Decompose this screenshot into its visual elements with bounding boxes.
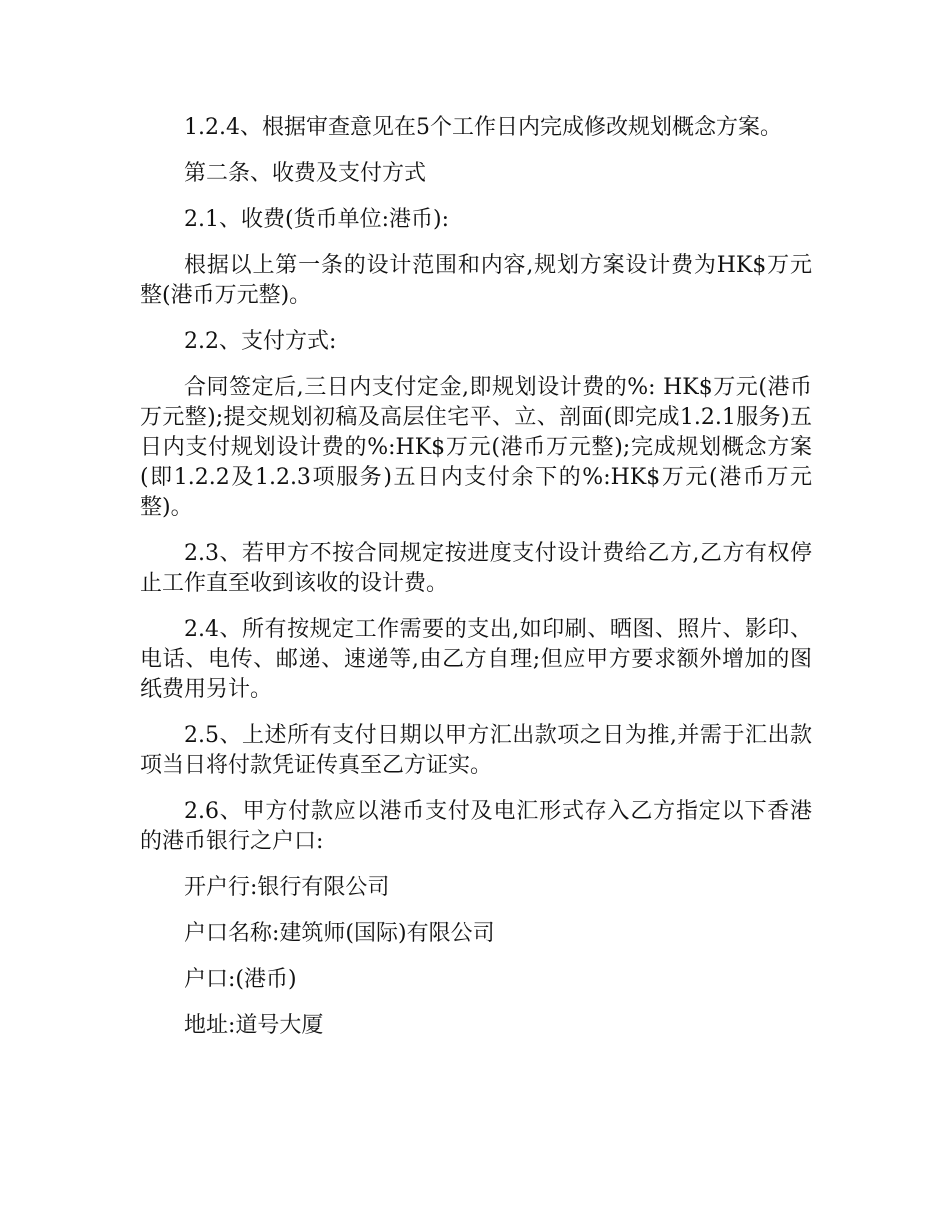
clause-1-2-4: 1.2.4、根据审查意见在5个工作日内完成修改规划概念方案。 xyxy=(184,115,782,140)
account-name: 户口名称:建筑师(国际)有限公司 xyxy=(184,921,495,946)
clause-2-6: 2.6、甲方付款应以港币支付及电汇形式存入乙方指定以下香港的港币银行之户口: xyxy=(140,799,812,854)
clause-2-1-body: 根据以上第一条的设计范围和内容,规划方案设计费为HK$万元整(港币万元整)。 xyxy=(140,253,812,308)
clause-2-2-heading: 2.2、支付方式: xyxy=(184,329,337,354)
document-page xyxy=(140,113,812,1057)
article-2-heading: 第二条、收费及支付方式 xyxy=(184,161,427,186)
clause-2-3: 2.3、若甲方不按合同规定按进度支付设计费给乙方,乙方有权停止工作直至收到该收的设计费。 xyxy=(140,541,812,596)
bank-address: 地址:道号大厦 xyxy=(184,1013,324,1038)
clause-2-1-heading: 2.1、收费(货币单位:港币): xyxy=(184,207,449,232)
clause-2-4: 2.4、所有按规定工作需要的支出,如印刷、晒图、照片、影印、电话、电传、邮递、速递等,由乙方自理;但应甲方要求额外增加的图纸费用另计。 xyxy=(140,617,812,702)
clause-2-5: 2.5、上述所有支付日期以甲方汇出款项之日为推,并需于汇出款项当日将付款凭证传真至乙方证实。 xyxy=(140,723,812,778)
account-number: 户口:(港币) xyxy=(184,967,297,992)
bank-name: 开户行:银行有限公司 xyxy=(184,875,390,900)
clause-2-2-body: 合同签定后,三日内支付定金,即规划设计费的%: HK$万元(港币万元整);提交规划初稿及高层住宅平、立、剖面(即完成1.2.1服务)五日内支付规划设计费的%:HK$万元(港币万元整);完成规划概念方案(即1.2.2及1.2.3项服务)五日内支付余下的%:HK$万元(港币万元整)。 xyxy=(140,375,812,520)
